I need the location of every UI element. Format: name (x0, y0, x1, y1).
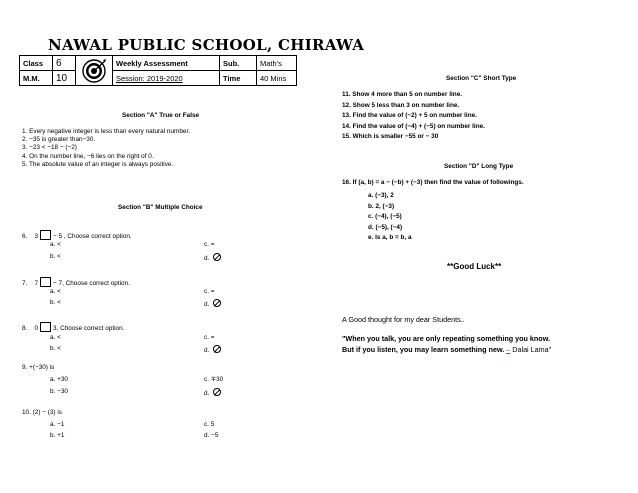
q7-option-d: d. (204, 299, 221, 309)
answer-box[interactable] (40, 230, 51, 240)
target-logo-cell (76, 56, 113, 86)
question-2: 2. −35 is greater than−30. (22, 136, 96, 144)
question-7: 7. 7 − 7, Choose correct option. (22, 277, 130, 288)
section-c-title: Section "C" Short Type (446, 75, 517, 82)
answer-box[interactable] (40, 277, 51, 287)
not-equal-icon (213, 253, 221, 261)
question-8: 8. 0 3, Choose correct option. (22, 322, 124, 333)
quote-author: Dalai Lama" (510, 345, 552, 354)
section-b-title: Section "B" Multiple Choice (118, 204, 203, 211)
q8-option-d: d. (204, 345, 221, 355)
q10-option-b: b. +1 (50, 432, 65, 439)
q16-part-e: e. Is a, b = b, a (368, 234, 412, 242)
q16-part-a: a. (−3), 2 (368, 192, 394, 199)
q10-option-a: a. −1 (50, 421, 65, 428)
not-equal-icon (213, 299, 221, 307)
q10-option-d: d. −5 (204, 432, 219, 439)
quote-dash: – (506, 345, 511, 354)
q6-option-c: c. = (204, 241, 215, 248)
mm-value: 10 (53, 71, 76, 86)
q9-option-c: c. ∓30 (204, 376, 224, 383)
question-12: 12. Show 5 less than 3 on number line. (342, 101, 460, 109)
question-4: 4. On the number line, −6 lies on the right of 0. (22, 152, 154, 160)
section-a-list (22, 128, 190, 169)
question-13: 13. Find the value of (−2) + 5 on number line. (342, 112, 477, 120)
thought-heading: A Good thought for my dear Students.. (342, 315, 465, 324)
class-label: Class (20, 56, 53, 71)
mm-label: M.M. (20, 71, 53, 86)
q6-option-d: d. (204, 253, 221, 263)
q8-option-c: c. = (204, 334, 215, 341)
q9-option-b: b. −30 (50, 388, 68, 395)
q16-part-c: c. (−4), (−5) (368, 213, 402, 221)
question-5: 5. The absolute value of an integer is always positive. (22, 160, 174, 168)
question-10: 10. (2) − (3) is (22, 409, 62, 416)
question-16: 16. If (a, b) = a − (−b) + (−3) then find the value of followings. (342, 179, 524, 186)
question-14: 14. Find the value of (−4) + (−5) on number line. (342, 122, 485, 130)
answer-box[interactable] (40, 322, 51, 332)
quote-line-1: "When you talk, you are only repeating something you know. (342, 334, 551, 343)
subject-value: Math's (257, 56, 297, 71)
q8-option-a: a. < (50, 334, 61, 341)
quote (342, 333, 551, 355)
q16-part-d: d. (−5), (−4) (368, 223, 403, 231)
q9-option-a: a. +30 (50, 376, 68, 383)
question-3: 3. −23 < −18 − (−2) (22, 144, 77, 152)
q6-option-a: a. < (50, 241, 61, 248)
assessment-title: Weekly Assessment (113, 56, 220, 71)
question-1: 1. Every negative integer is less than every natural number. (22, 128, 191, 135)
q16-part-b: b. 2, (−3) (368, 202, 395, 210)
target-icon (81, 58, 107, 84)
quote-line-2: But if you listen, you may learn something new. – Dalai Lama" (342, 345, 552, 354)
q9-option-d: d. (204, 388, 221, 398)
q7-option-c: c. = (204, 288, 215, 295)
q7-option-a: a. < (50, 288, 61, 295)
q8-option-b: b. < (50, 345, 61, 352)
session-label: Session: 2019-2020 (113, 71, 220, 86)
time-label: Time (220, 71, 257, 86)
school-name: NAWAL PUBLIC SCHOOL, CHIRAWA (48, 36, 365, 54)
q10-option-c: c. 5 (204, 421, 215, 428)
question-6: 6. 3 − 5 , Choose correct option. (22, 230, 132, 241)
section-c-list (342, 90, 485, 143)
time-value: 40 Mins (257, 71, 297, 86)
question-11: 11. Show 4 more than 5 on number line. (342, 91, 463, 98)
q7-option-b: b. < (50, 299, 61, 306)
question-15: 15. Which is smaller −55 or − 30 (342, 133, 439, 141)
section-d-title: Section "D" Long Type (444, 163, 514, 170)
good-luck: **Good Luck** (447, 262, 502, 271)
question-9: 9. +(−30) is (22, 364, 55, 371)
subject-label: Sub. (220, 56, 257, 71)
section-a-title: Section "A" True or False (122, 112, 200, 119)
not-equal-icon (213, 345, 221, 353)
header-table (19, 55, 297, 86)
section-d-list (368, 191, 412, 244)
not-equal-icon (213, 388, 221, 396)
class-value: 6 (53, 56, 76, 71)
q6-option-b: b. < (50, 253, 61, 260)
